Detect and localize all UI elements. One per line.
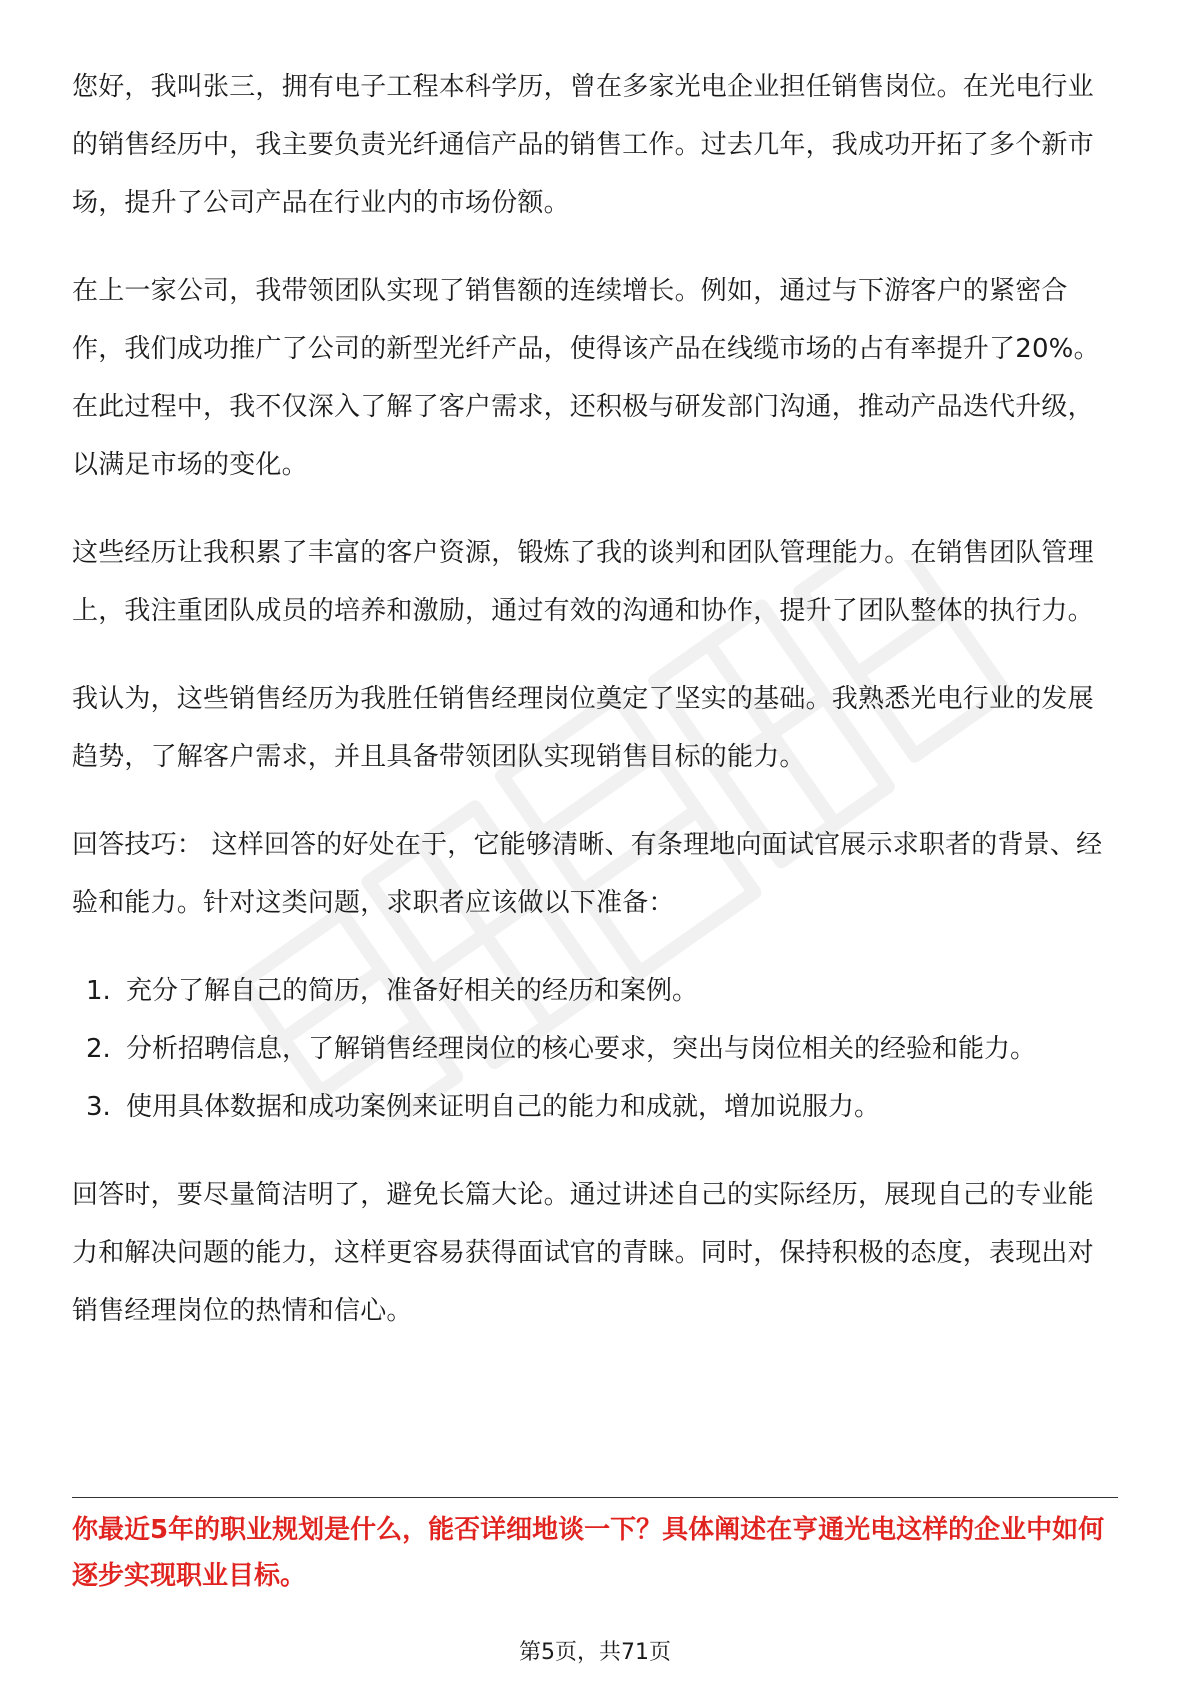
list-number: 3. [86,1092,111,1122]
list-number: 1. [86,976,111,1006]
preparation-list [72,962,1118,1136]
paragraph-skills: 这些经历让我积累了丰富的客户资源，锻炼了我的谈判和团队管理能力。在销售团队管理上，我注重团队成员的培养和激励，通过有效的沟通和协作，提升了团队整体的执行力。 [72,538,1094,626]
list-item [72,962,1118,1020]
interview-question: 你最近5年的职业规划是什么，能否详细地谈一下？具体阐述在亨通光电这样的企业中如何逐步实现职业目标。 [72,1515,1105,1591]
list-text: 分析招聘信息，了解销售经理岗位的核心要求，突出与岗位相关的经验和能力。 [126,1034,1037,1064]
page-number: 第5页，共71页 [519,1640,671,1665]
paragraph-closing: 回答时，要尽量简洁明了，避免长篇大论。通过讲述自己的实际经历，展现自己的专业能力和解决问题的能力，这样更容易获得面试官的青睐。同时，保持积极的态度，表现出对销售经理岗位的热情和信心。 [72,1180,1094,1326]
section-divider [72,1497,1118,1498]
paragraph-intro: 您好，我叫张三，拥有电子工程本科学历，曾在多家光电企业担任销售岗位。在光电行业的销售经历中，我主要负责光纤通信产品的销售工作。过去几年，我成功开拓了多个新市场，提升了公司产品在行业内的市场份额。 [72,72,1094,218]
list-item [72,1020,1118,1078]
paragraph-tips: 回答技巧： 这样回答的好处在于，它能够清晰、有条理地向面试官展示求职者的背景、经验和能力。针对这类问题，求职者应该做以下准备： [72,830,1103,918]
list-text: 充分了解自己的简历，准备好相关的经历和案例。 [126,976,699,1006]
main-content [72,58,1118,1370]
paragraph-achievement: 在上一家公司，我带领团队实现了销售额的连续增长。例如，通过与下游客户的紧密合作，我们成功推广了公司的新型光纤产品，使得该产品在线缆市场的占有率提升了20%。在此过程中，我不仅深入了解了客户需求，还积极与研发部门沟通，推动产品迭代升级，以满足市场的变化。 [72,276,1100,480]
list-number: 2. [86,1034,111,1064]
list-item [72,1078,1118,1136]
paragraph-conclusion: 我认为，这些销售经历为我胜任销售经理岗位奠定了坚实的基础。我熟悉光电行业的发展趋势，了解客户需求，并且具备带领团队实现销售目标的能力。 [72,684,1094,772]
list-text: 使用具体数据和成功案例来证明自己的能力和成就，增加说服力。 [126,1092,881,1122]
